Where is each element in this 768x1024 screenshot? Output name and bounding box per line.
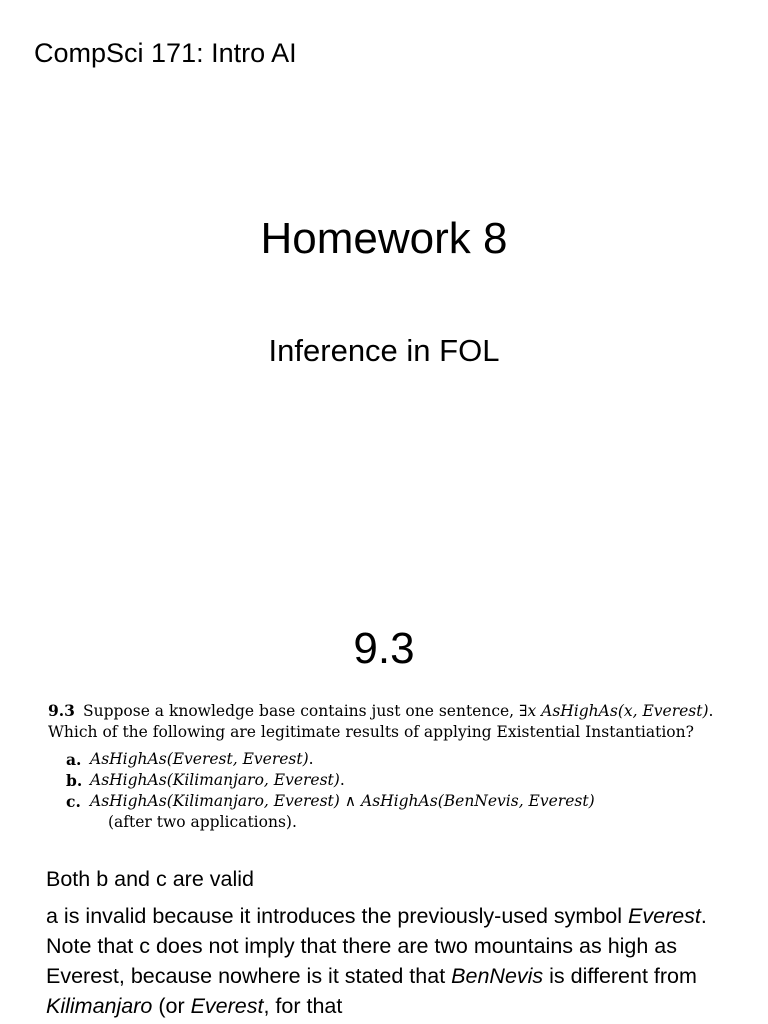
slide-subtitle: Inference in FOL [268, 333, 500, 368]
course-header: CompSci 171: Intro AI [34, 38, 297, 68]
option-predicate: AsHighAs [90, 792, 167, 810]
answer-part: . Note that c does not imply that there are two mountains as high as Everest, because nowhere is it stated that [46, 904, 707, 988]
answer-emphasis: Kilimanjaro [46, 994, 153, 1018]
answer-emphasis: Everest [190, 994, 264, 1018]
option-args: (Everest, Everest) [166, 750, 309, 768]
problem-statement [48, 700, 728, 833]
problem-intro: Suppose a knowledge base contains just one sentence, ∃ [82, 702, 528, 720]
option-end: . [339, 771, 345, 789]
answer-emphasis: Everest [628, 904, 701, 928]
problem-predicate: AsHighAs [541, 702, 618, 720]
answer-text [46, 864, 746, 1021]
answer-summary: Both b and c are valid [46, 867, 254, 891]
option-args: (Kilimanjaro, Everest) [166, 792, 340, 810]
option-label: a. [66, 750, 82, 769]
option-list [48, 749, 728, 833]
option-conjunction: ∧ [339, 792, 362, 810]
problem-number: 9.3 [48, 701, 75, 720]
option-c [66, 791, 728, 812]
option-predicate: AsHighAs [90, 771, 167, 789]
option-b [66, 770, 728, 791]
answer-part: is different from [543, 964, 697, 988]
option-label: c. [66, 792, 81, 811]
option-label: b. [66, 771, 83, 790]
option-args-2: (BenNevis, Everest) [437, 792, 595, 810]
answer-part: a is invalid because it introduces the previously-used symbol [46, 904, 623, 928]
problem-args: (x, Everest) [617, 702, 709, 720]
answer-part: (or [152, 994, 191, 1018]
option-end: . [308, 750, 314, 768]
problem-intro-end: . [708, 702, 714, 720]
problem-line-2: Which of the following are legitimate results of applying Existential Instantiation? [48, 723, 694, 741]
option-predicate: AsHighAs [90, 750, 167, 768]
answer-emphasis: BenNevis [451, 964, 544, 988]
option-a [66, 749, 728, 770]
option-c-note: (after two applications). [108, 813, 297, 831]
answer-part: , for that [263, 994, 343, 1018]
option-args: (Kilimanjaro, Everest) [166, 771, 340, 789]
problem-line-1 [48, 700, 728, 722]
option-predicate-2: AsHighAs [361, 792, 438, 810]
problem-var: x [527, 702, 537, 720]
answer-explanation [46, 901, 746, 1021]
slide-title: Homework 8 [260, 214, 508, 263]
section-number: 9.3 [353, 624, 415, 673]
